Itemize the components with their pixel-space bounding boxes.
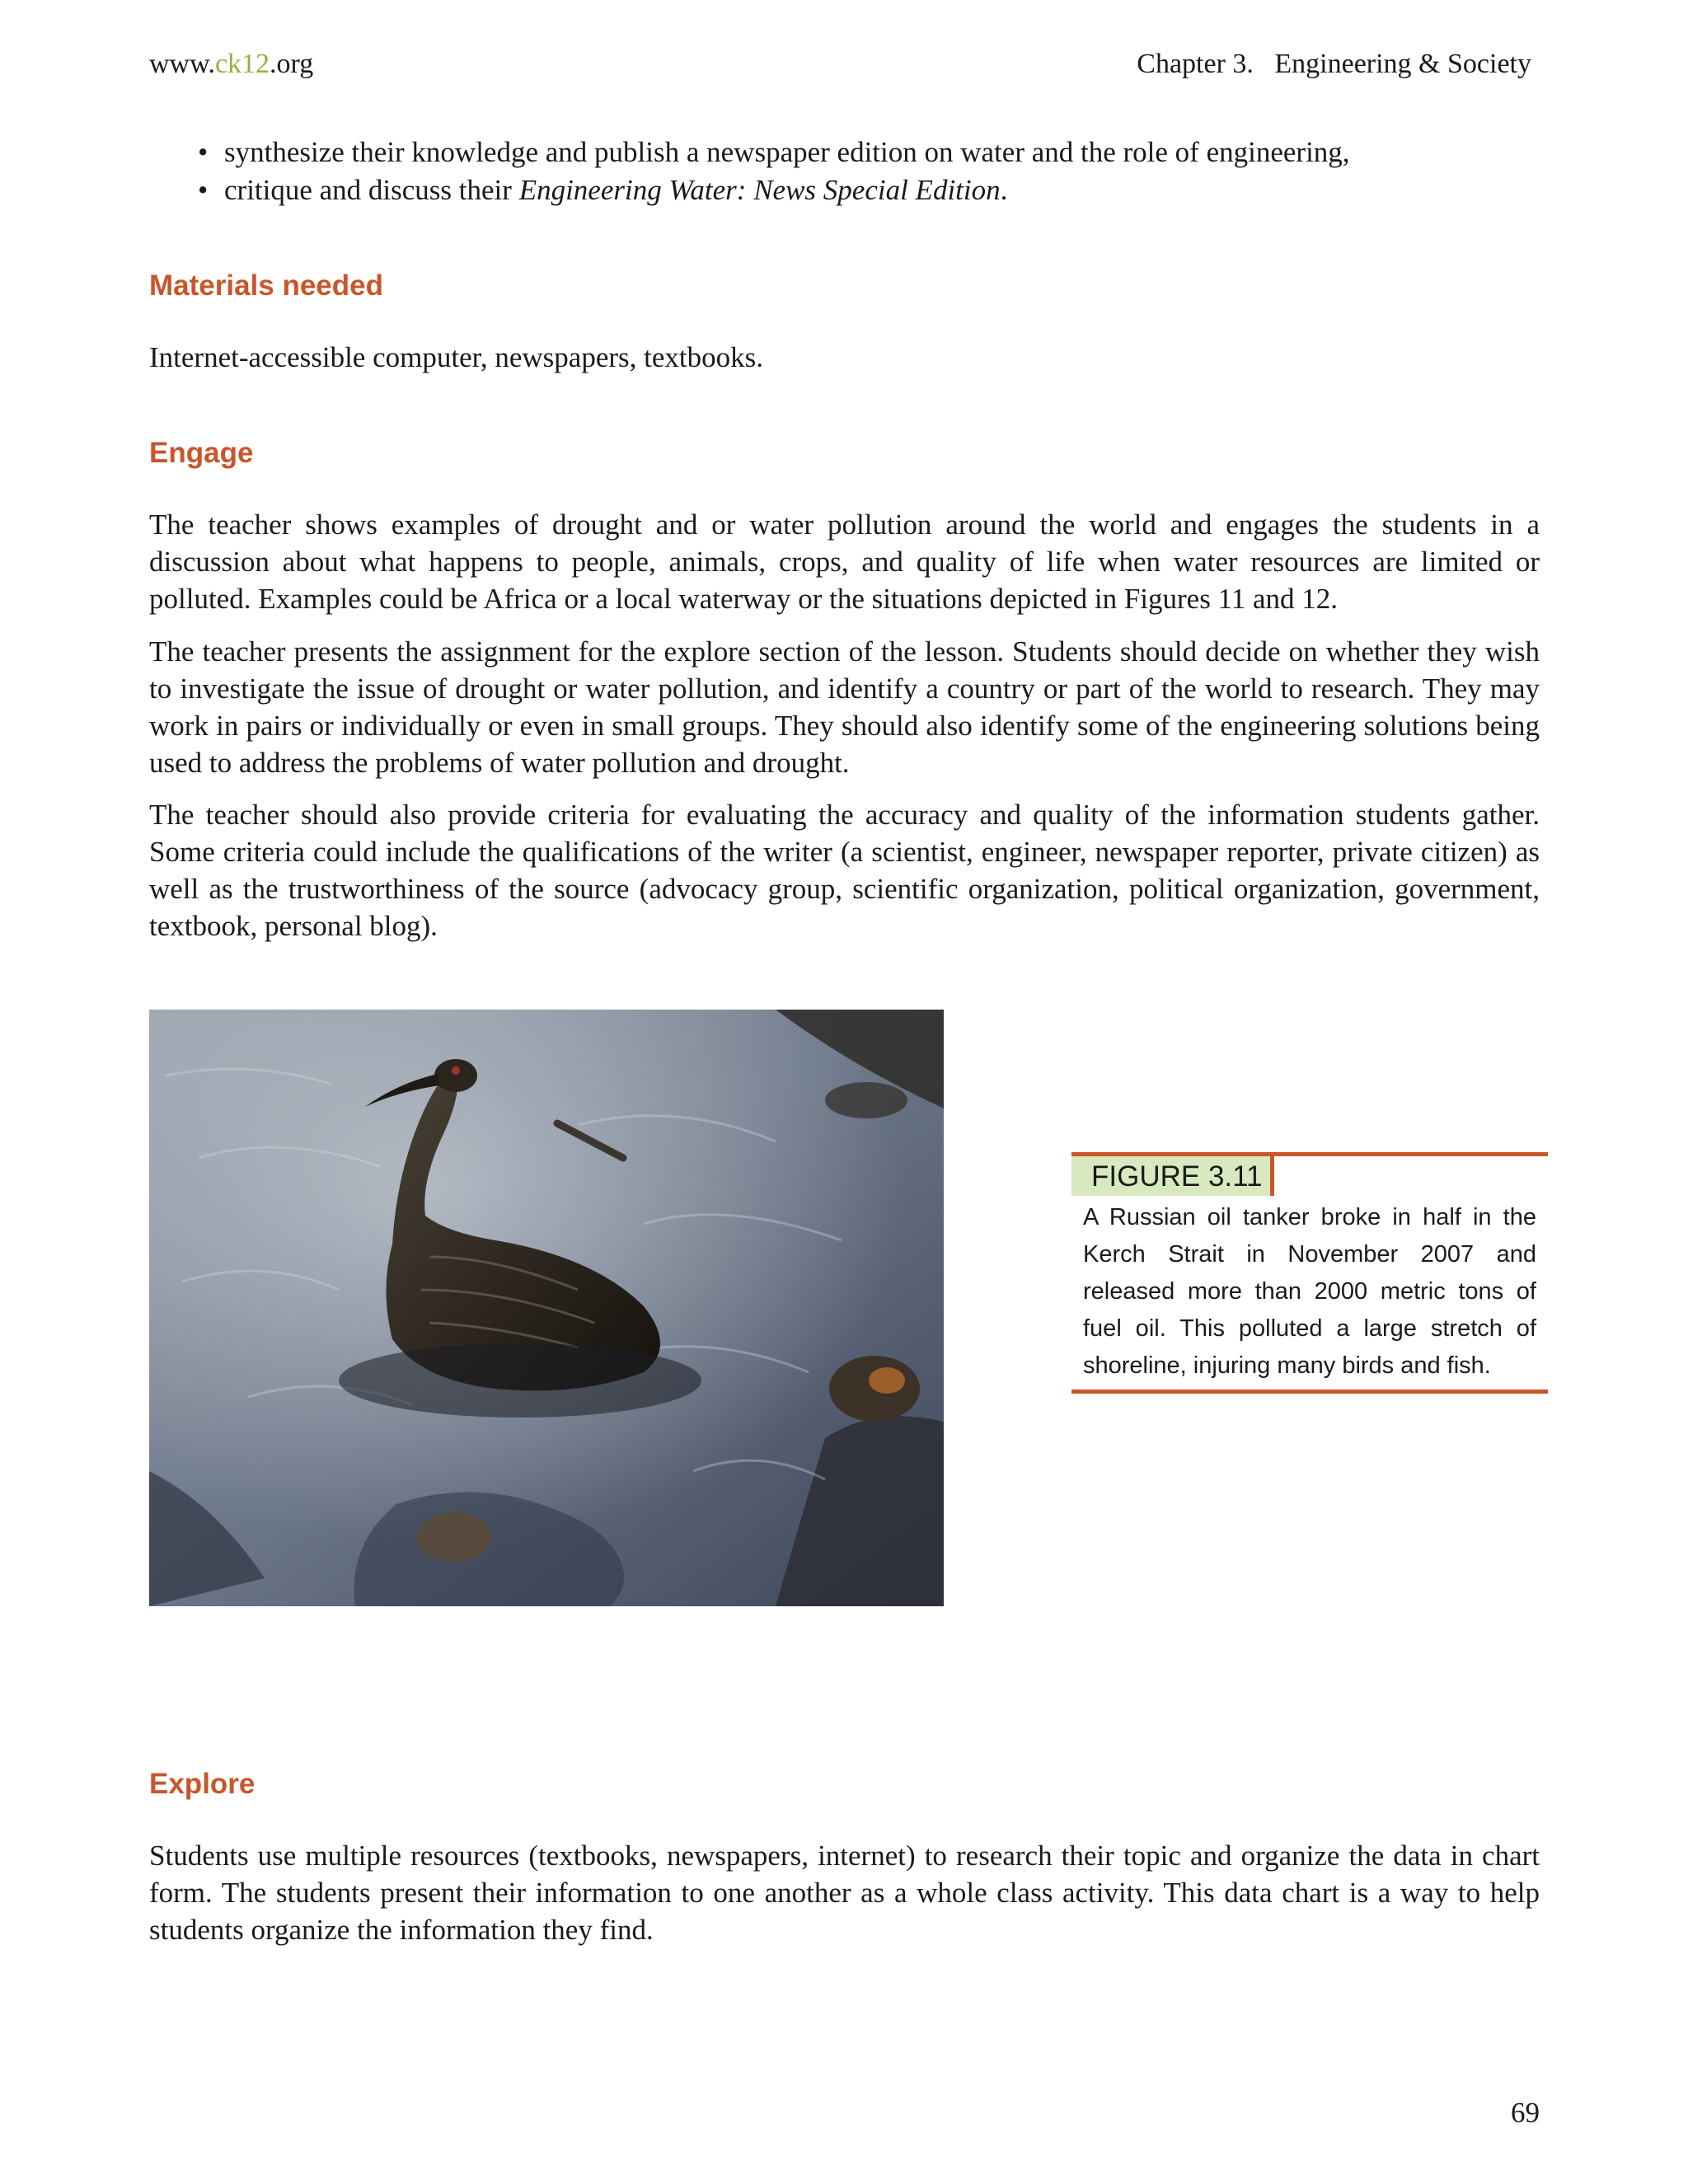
figure-label: FIGURE 3.11: [1071, 1156, 1274, 1196]
chapter-title: Chapter 3. Engineering & Society: [1137, 49, 1531, 79]
objective-list: [198, 134, 1350, 209]
bullet-icon: •: [198, 174, 209, 206]
engage-heading: Engage: [149, 437, 254, 469]
bullet-text: critique and discuss their: [224, 174, 519, 206]
bullet-text-end: .: [1000, 174, 1008, 206]
list-item: [198, 134, 1350, 171]
url-brand: ck12: [214, 49, 270, 79]
engage-paragraph-3: The teacher should also provide criteria for evaluating the accuracy and quality of the information students gather. Some criteria could include the qualifications of the writer (a scientist, engineer, newspaper reporter, private citizen) as well as the trustworthiness of the source (advocacy group, scientific organization, political organization, government, textbook, personal blog).: [149, 799, 1540, 942]
figure-caption-box: [1071, 1152, 1548, 1394]
page-number: 69: [1511, 2097, 1540, 2129]
header-site-url: [149, 46, 313, 82]
engage-paragraph-2: The teacher presents the assignment for the explore section of the lesson. Students should decide on whether they wish to investigate the issue of drought or water pollution, and identify a country or part of the world to research. They may work in pairs or individually or even in small groups. They should also identify some of the engineering solutions being used to address the problems of water pollution and drought.: [149, 635, 1540, 779]
url-suffix: .org: [270, 49, 314, 79]
bullet-icon: •: [198, 136, 209, 168]
bullet-text: synthesize their knowledge and publish a newspaper edition on water and the role of engineering,: [224, 136, 1350, 168]
materials-heading: Materials needed: [149, 269, 383, 302]
engage-paragraph-1: The teacher shows examples of drought and or water pollution around the world and engages the students in a discussion about what happens to people, animals, crops, and quality of life when water resources are limited or polluted. Examples could be Africa or a local waterway or the situations depicted in Figures 11 and 12.: [149, 509, 1540, 615]
url-prefix: www.: [149, 49, 215, 79]
figure-caption: A Russian oil tanker broke in half in the Kerch Strait in November 2007 and released more than 2000 metric tons of fuel oil. This polluted a large stretch of shoreline, injuring many birds and fish.: [1083, 1204, 1536, 1379]
oiled-bird-photo: [149, 1010, 944, 1606]
explore-heading: Explore: [149, 1768, 256, 1800]
materials-body: Internet-accessible computer, newspapers, textbooks.: [149, 341, 763, 373]
explore-body: Students use multiple resources (textbooks, newspapers, internet) to research their topic and organize the data in chart form. The students present their information to one another as a whole class activity. This data chart is a way to help students organize the information they find.: [149, 1840, 1540, 1946]
bullet-emphasis: Engineering Water: News Special Edition: [518, 174, 1001, 206]
list-item: [198, 171, 1350, 209]
